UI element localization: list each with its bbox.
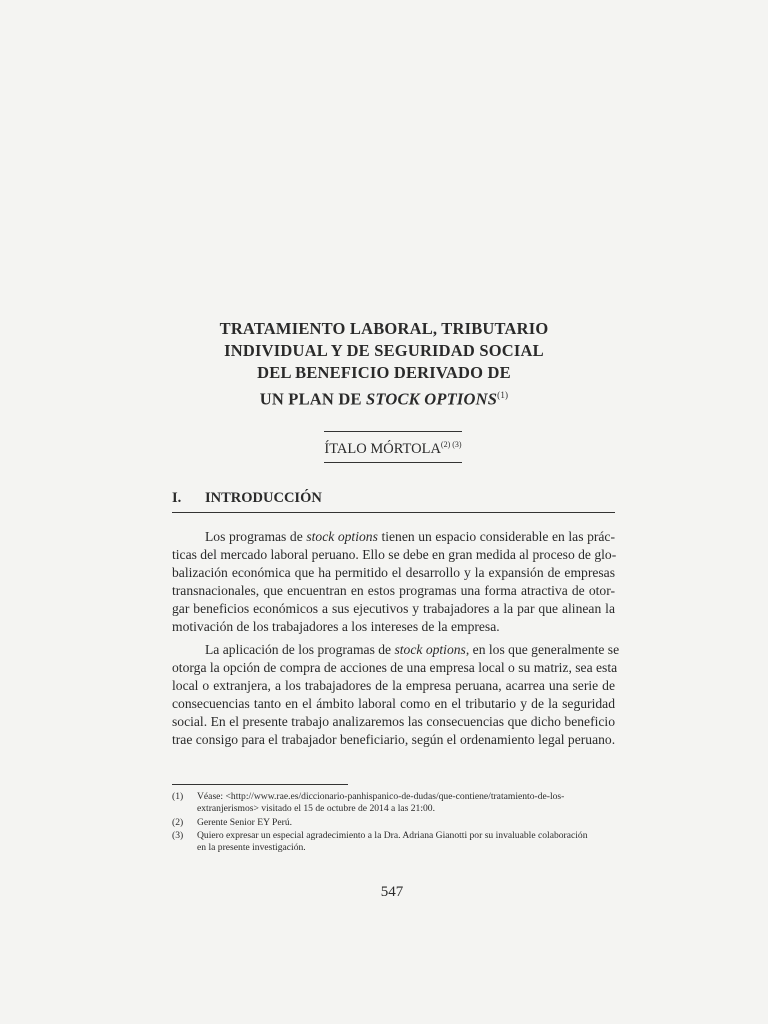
title-line-4 bbox=[150, 384, 618, 411]
paragraph-1-line: balización económica que ha permitido el desarrollo y la expansión de empresas bbox=[172, 565, 615, 581]
section-heading bbox=[172, 489, 615, 513]
footnote-line: Véase: <http://www.rae.es/diccionario-panhispanico-de-dudas/que-contiene/tratamiento-de-los- bbox=[197, 791, 565, 802]
article-title bbox=[150, 318, 618, 411]
author-footnote-refs: (2) (3) bbox=[440, 440, 462, 449]
page-number: 547 bbox=[380, 884, 404, 900]
text-run: tienen un espacio considerable en las prác- bbox=[377, 529, 615, 544]
paragraph-2-line: consecuencias tanto en el ámbito laboral como en el tributario y de la seguridad bbox=[172, 696, 615, 712]
footnote-mark: (1) bbox=[172, 791, 184, 802]
footnote-mark: (2) bbox=[172, 817, 184, 828]
footnote-mark: (3) bbox=[172, 830, 184, 841]
paragraph-2-line: social. En el presente trabajo analizaremos las consecuencias que dicho beneficio bbox=[172, 714, 615, 730]
section-title: INTRODUCCIÓN bbox=[205, 490, 322, 506]
italic-term: stock options bbox=[394, 642, 466, 657]
title-italic-term: STOCK OPTIONS bbox=[366, 389, 498, 409]
section-number: I. bbox=[172, 490, 182, 506]
text-run: , en los que generalmente se bbox=[465, 642, 620, 657]
title-line-2: INDIVIDUAL Y DE SEGURIDAD SOCIAL bbox=[224, 341, 544, 360]
author-byline bbox=[324, 431, 462, 463]
paragraph-1-line: transnacionales, que encuentran en estos programas una forma atractiva de otor- bbox=[172, 583, 615, 599]
footnote-line: Gerente Senior EY Perú. bbox=[197, 817, 293, 828]
paragraph-2-line bbox=[172, 641, 620, 659]
title-footnote-ref: (1) bbox=[497, 390, 509, 400]
paragraph-1-line: ticas del mercado laboral peruano. Ello se debe en gran medida al proceso de glo- bbox=[172, 547, 617, 563]
title-line-4-prefix: UN PLAN DE bbox=[259, 389, 366, 409]
paragraph-2 bbox=[172, 641, 620, 750]
footnote-1 bbox=[172, 791, 615, 814]
text-run: Los programas de bbox=[205, 529, 307, 544]
paragraph-1 bbox=[172, 528, 615, 637]
author-name: ÍTALO MÓRTOLA bbox=[324, 440, 441, 457]
title-line-3: DEL BENEFICIO DERIVADO DE bbox=[257, 363, 511, 382]
footnote-2 bbox=[172, 817, 615, 829]
footnote-line: extranjerismos> visitado el 15 de octubre de 2014 a las 21:00. bbox=[197, 802, 436, 814]
paragraph-1-line bbox=[172, 528, 615, 546]
footnote-3 bbox=[172, 830, 615, 853]
paragraph-2-line: local o extranjera, a los trabajadores de la empresa peruana, acarrea una serie de bbox=[172, 678, 615, 694]
text-run: La aplicación de los programas de bbox=[205, 642, 395, 657]
paragraph-2-line: otorga la opción de compra de acciones de una empresa local o su matriz, sea esta bbox=[172, 660, 618, 676]
title-line-1: TRATAMIENTO LABORAL, TRIBUTARIO bbox=[219, 319, 549, 338]
footnote-line: en la presente investigación. bbox=[197, 841, 306, 853]
footnote-separator bbox=[172, 784, 348, 785]
footnote-line: Quiero expresar un especial agradecimiento a la Dra. Adriana Gianotti por su invaluable colaboración bbox=[197, 830, 588, 841]
paragraph-1-line: gar beneficios económicos a sus ejecutivos y trabajadores a la par que alinean la bbox=[172, 601, 615, 617]
paragraph-1-line: motivación de los trabajadores a los intereses de la empresa. bbox=[172, 619, 500, 635]
paragraph-2-line: trae consigo para el trabajador beneficiario, según el ordenamiento legal peruano. bbox=[172, 732, 616, 748]
italic-term: stock options bbox=[306, 529, 378, 544]
